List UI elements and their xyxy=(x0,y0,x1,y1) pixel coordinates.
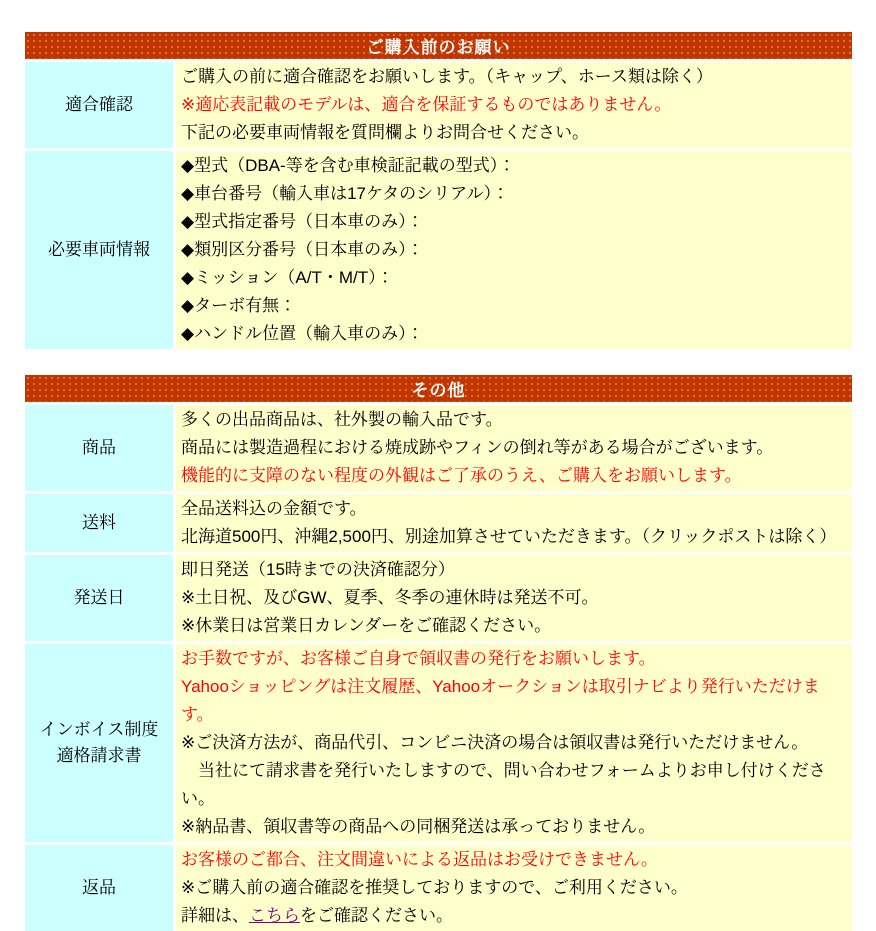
content-line: 多くの出品商品は、社外製の輸入品です。 xyxy=(181,410,503,429)
row-label-line: インボイス制度 xyxy=(39,720,159,739)
row-label-line: 適合確認 xyxy=(65,95,133,114)
content-line: ※ご決済方法が、商品代引、コンビニ決済の場合は領収書は発行いただけません。 xyxy=(181,733,809,752)
content-line: 即日発送（15時までの決済確認分） xyxy=(181,560,455,579)
row-content xyxy=(176,555,852,641)
content-line: 下記の必要車両情報を質問欄よりお問合せください。 xyxy=(181,123,589,142)
row-label xyxy=(25,494,173,552)
content-line: ◆ハンドル位置（輸入車のみ）： xyxy=(181,324,424,343)
content-line: ◆車台番号（輸入車は17ケタのシリアル）： xyxy=(181,184,509,203)
content-line: ◆ターボ有無： xyxy=(181,296,297,315)
other-info-header: その他 xyxy=(25,375,852,402)
content-line: ※土日祝、及びGW、夏季、冬季の連休時は発送不可。 xyxy=(181,588,599,607)
row-label-line: 送料 xyxy=(82,513,116,532)
row-label-line: 発送日 xyxy=(73,588,125,607)
row-content xyxy=(176,494,852,552)
row-label-line: 適格請求書 xyxy=(56,746,142,765)
row-content xyxy=(176,62,852,148)
content-line: 詳細は、こちらをご確認ください。 xyxy=(181,906,453,925)
row-content xyxy=(176,644,852,842)
row-label xyxy=(25,644,173,842)
row-label-line: 商品 xyxy=(82,438,116,457)
content-line: ※休業日は営業日カレンダーをご確認ください。 xyxy=(181,616,552,635)
purchase-notice-table xyxy=(25,32,852,349)
row-label xyxy=(25,151,173,349)
row-content xyxy=(176,845,852,931)
content-line: ◆型式指定番号（日本車のみ）： xyxy=(181,212,424,231)
content-line: ご購入の前に適合確認をお願いします。（キャップ、ホース類は除く） xyxy=(181,67,713,86)
content-line: ※納品書、領収書等の商品への同梱発送は承っておりません。 xyxy=(181,817,656,836)
content-line: 機能的に支障のない程度の外観はご了承のうえ、ご購入をお願いします。 xyxy=(181,466,742,485)
content-line: Yahooショッピングは注文履歴、Yahooオークションは取引ナビより発行いただけます。 xyxy=(181,677,820,724)
purchase-notice-header: ご購入前のお願い xyxy=(25,32,852,59)
row-content xyxy=(176,151,852,349)
row-label xyxy=(25,845,173,931)
content-line: ※ご購入前の適合確認を推奨しておりますので、ご利用ください。 xyxy=(181,878,688,897)
row-content xyxy=(176,405,852,491)
row-label-line: 必要車両情報 xyxy=(48,240,150,259)
content-line: お手数ですが、お客様ご自身で領収書の発行をお願いします。 xyxy=(181,649,656,668)
kochira-link[interactable]: こちら xyxy=(249,906,300,925)
row-label-line: 返品 xyxy=(82,878,116,897)
content-line: 当社にて請求書を発行いたしますので、問い合わせフォームよりお申し付けください。 xyxy=(181,761,826,808)
content-line: 商品には製造過程における焼成跡やフィンの倒れ等がある場合がございます。 xyxy=(181,438,774,457)
content-line: ◆ミッション（A/T・M/T）： xyxy=(181,268,394,287)
content-line: ◆類別区分番号（日本車のみ）： xyxy=(181,240,424,259)
row-label xyxy=(25,405,173,491)
tables-wrap xyxy=(25,32,852,931)
content-line: 全品送料込の金額です。 xyxy=(181,499,367,518)
content-line: お客様のご都合、注文間違いによる返品はお受けできません。 xyxy=(181,850,659,869)
content-line: ◆型式（DBA-等を含む車検証記載の型式）： xyxy=(181,156,516,175)
content-line: 北海道500円、沖縄2,500円、別途加算させていただきます。（クリックポストは除く） xyxy=(181,527,837,546)
content-line: ※適応表記載のモデルは、適合を保証するものではありません。 xyxy=(181,95,672,114)
row-label xyxy=(25,62,173,148)
row-label xyxy=(25,555,173,641)
other-info-table xyxy=(25,375,852,931)
